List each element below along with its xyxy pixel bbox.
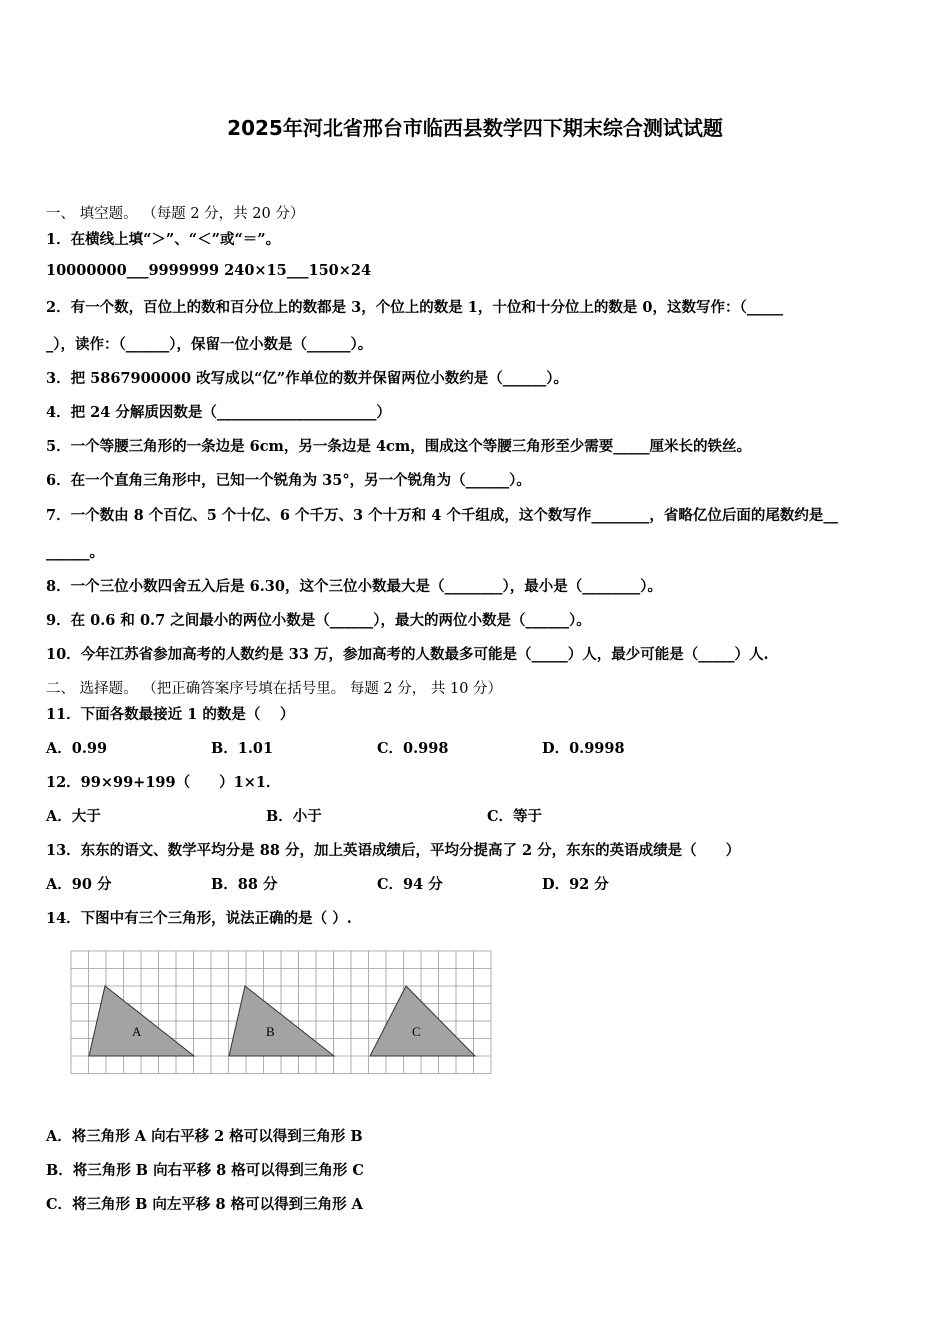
- triangle-grid-figure: [70, 950, 496, 1076]
- question-13-option-d: D．92 分: [542, 876, 609, 893]
- question-12-option-b: B．小于: [266, 808, 322, 825]
- question-10: 10．今年江苏省参加高考的人数约是 33 万，参加高考的人数最多可能是（_____）人，最少可能是（_____）人.: [46, 646, 769, 663]
- question-12-option-c: C．等于: [487, 808, 543, 825]
- question-3: 3．把 5867900000 改写成以“亿”作单位的数并保留两位小数约是（______）。: [46, 370, 569, 387]
- question-13-option-b: B．88 分: [211, 876, 278, 893]
- question-14: 14．下图中有三个三角形，说法正确的是（ ）.: [46, 910, 352, 927]
- question-13: 13．东东的语文、数学平均分是 88 分，加上英语成绩后，平均分提高了 2 分，东东的英语成绩是（ ）: [46, 842, 741, 859]
- question-7-line-1: 7．一个数由 8 个百亿、5 个十亿、6 个千万、3 个十万和 4 个千组成，这个数写作________，省略亿位后面的尾数约是__: [46, 507, 838, 524]
- question-2-line-1: 2．有一个数，百位上的数和百分位上的数都是 3，个位上的数是 1，十位和十分位上的数是 0，这数写作：（_____: [46, 299, 783, 316]
- question-13-option-c: C．94 分: [377, 876, 443, 893]
- page-title: 2025年河北省邢台市临西县数学四下期末综合测试试题: [227, 116, 723, 140]
- question-14-option-a: A．将三角形 A 向右平移 2 格可以得到三角形 B: [46, 1128, 363, 1145]
- question-13-option-a: A．90 分: [46, 876, 112, 893]
- question-9: 9．在 0.6 和 0.7 之间最小的两位小数是（______），最大的两位小数是（______）。: [46, 612, 591, 629]
- triangle-label-a: A: [132, 1024, 142, 1039]
- question-6: 6．在一个直角三角形中，已知一个锐角为 35°，另一个锐角为（______）。: [46, 472, 531, 489]
- question-4: 4．把 24 分解质因数是（______________________）: [46, 404, 391, 421]
- question-5: 5．一个等腰三角形的一条边是 6cm，另一条边是 4cm，围成这个等腰三角形至少需要_____厘米长的铁丝。: [46, 438, 751, 455]
- triangle-label-b: B: [266, 1024, 275, 1039]
- question-8: 8．一个三位小数四舍五入后是 6.30，这个三位小数最大是（________），最小是（________）。: [46, 578, 662, 595]
- question-7-line-2: ______。: [46, 544, 104, 561]
- question-11-option-d: D．0.9998: [542, 740, 625, 757]
- question-14-option-b: B．将三角形 B 向右平移 8 格可以得到三角形 C: [46, 1162, 364, 1179]
- question-11-option-c: C．0.998: [377, 740, 449, 757]
- section-2-header: 二、 选择题。 （把正确答案序号填在括号里。 每题 2 分， 共 10 分）: [46, 681, 503, 697]
- question-14-option-c: C．将三角形 B 向左平移 8 格可以得到三角形 A: [46, 1196, 363, 1213]
- question-12: 12．99×99+199（ ）1×1．: [46, 774, 281, 791]
- question-1-sub: 10000000___9999999 240×15___150×24: [46, 262, 372, 279]
- question-12-option-a: A．大于: [46, 808, 101, 825]
- question-11-option-b: B．1.01: [211, 740, 274, 757]
- question-2-line-2: _），读作：（______），保留一位小数是（______）。: [46, 336, 373, 353]
- question-11: 11．下面各数最接近 1 的数是（ ）: [46, 706, 295, 723]
- question-11-option-a: A．0.99: [46, 740, 108, 757]
- triangle-label-c: C: [412, 1024, 421, 1039]
- section-1-header: 一、 填空题。 （每题 2 分，共 20 分）: [46, 206, 305, 222]
- question-1: 1．在横线上填“＞”、“＜”或“＝”。: [46, 231, 281, 248]
